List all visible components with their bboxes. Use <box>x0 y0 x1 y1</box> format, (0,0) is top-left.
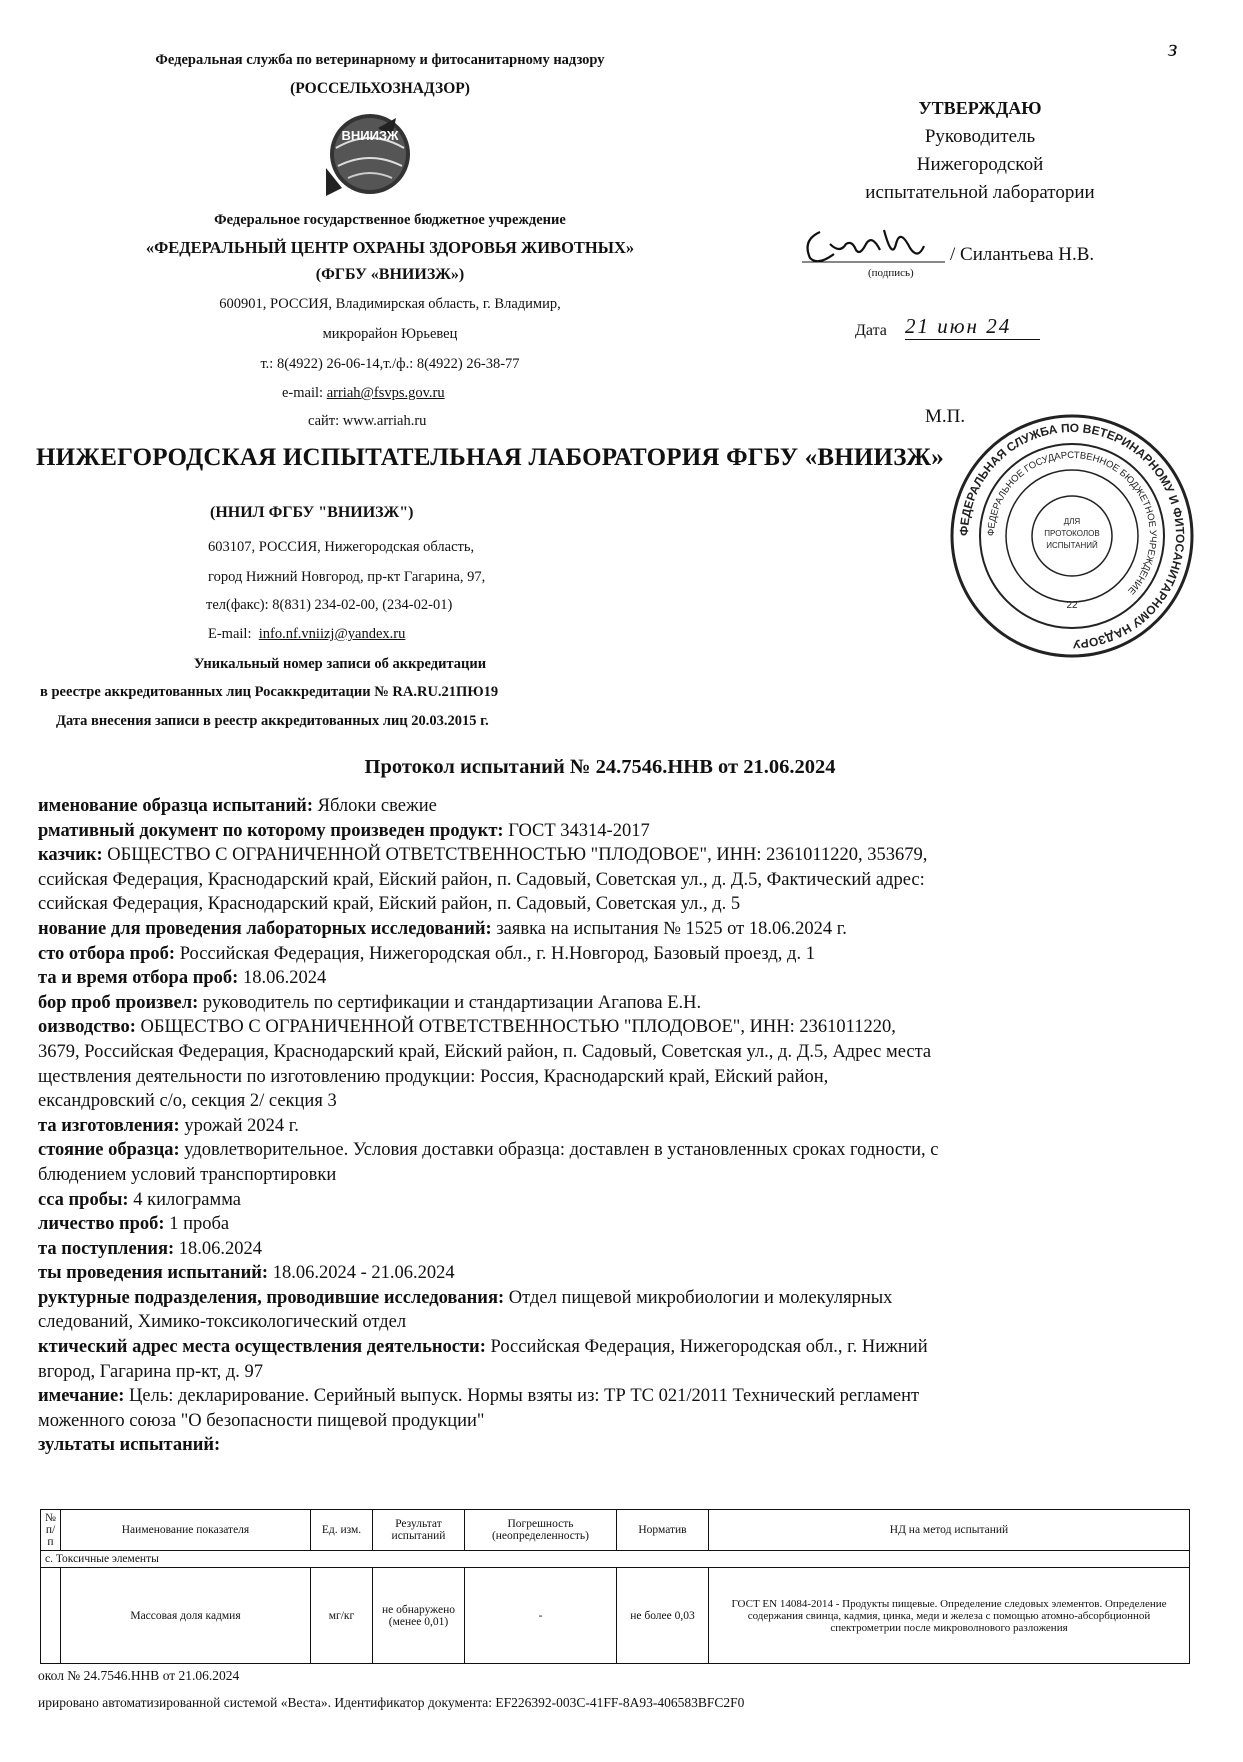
institution-line: Федеральное государственное бюджетное учреждение <box>214 212 566 228</box>
signature-caption: (подпись) <box>868 267 914 279</box>
cell-norm: не более 0,03 <box>616 1568 708 1664</box>
header-cell: Ед. изм. <box>310 1510 372 1551</box>
lab-address-2: город Нижний Новгород, пр-кт Гагарина, 97, <box>208 569 486 585</box>
info-line: нование для проведения лабораторных исследований: заявка на испытания № 1525 от 18.06.2024 г. <box>38 918 847 939</box>
header-cell: Результат испытаний <box>372 1510 464 1551</box>
date-label: Дата <box>855 322 887 339</box>
lab-title: НИЖЕГОРОДСКАЯ ИСПЫТАТЕЛЬНАЯ ЛАБОРАТОРИЯ ФГБУ «ВНИИЗЖ» <box>36 444 944 471</box>
protocol-title: Протокол испытаний № 24.7546.ННВ от 21.06.2024 <box>364 756 836 778</box>
institution-address-2: микрорайон Юрьевец <box>322 326 458 342</box>
approve-heading: УТВЕРЖДАЮ <box>918 98 1042 118</box>
service-line: Федеральная служба по ветеринарному и фитосанитарному надзору <box>155 52 605 68</box>
lab-email-row <box>208 626 405 643</box>
table-header-row <box>41 1510 1190 1551</box>
logo-text: ВНИИЗЖ <box>341 128 399 143</box>
email-label: e-mail: <box>282 385 324 401</box>
institution-short: (ФГБУ «ВНИИЗЖ») <box>315 266 465 283</box>
info-line: руктурные подразделения, проводившие исследования: Отдел пищевой микробиологии и молекулярных <box>38 1287 893 1308</box>
header-cell: Наименование показателя <box>60 1510 310 1551</box>
institution-phones: т.: 8(4922) 26-06-14,т./ф.: 8(4922) 26-38-77 <box>260 356 520 372</box>
svg-text:22: 22 <box>1066 600 1078 611</box>
header-cell: НД на метод испытаний <box>708 1510 1189 1551</box>
approve-line-3: испытательной лаборатории <box>865 182 1095 203</box>
header-cell: № п/п <box>41 1510 61 1551</box>
accreditation-line-1: Уникальный номер записи об аккредитации <box>193 656 487 672</box>
approve-line-1: Руководитель <box>924 126 1036 147</box>
stamp-ring-text: ФЕДЕРАЛЬНАЯ СЛУЖБА ПО ВЕТЕРИНАРНОМУ И ФИТОСАНИТАРНОМУ НАДЗОРУ <box>956 420 1188 652</box>
stamp-inner-ring: ФЕДЕРАЛЬНОЕ ГОСУДАРСТВЕННОЕ БЮДЖЕТНОЕ УЧРЕЖДЕНИЕ <box>985 449 1159 597</box>
institution-email-link[interactable]: arriah@fsvps.gov.ru <box>326 385 445 401</box>
info-line: рмативный документ по которому произведен продукт: ГОСТ 34314-2017 <box>38 820 650 841</box>
info-line: следований, Химико-токсикологический отдел <box>38 1312 407 1333</box>
table-group-row <box>41 1551 1190 1568</box>
cell-num <box>41 1568 61 1664</box>
signature-name: / Силантьева Н.В. <box>950 244 1095 265</box>
footer-registration: ирировано автоматизированной системой «Веста». Идентификатор документа: EF226392-003C-41FF-8A93-406583BFC2F0 <box>38 1695 745 1710</box>
approve-line-2: Нижегородской <box>916 154 1044 175</box>
info-line: вгород, Гагарина пр-кт, д. 97 <box>38 1361 264 1382</box>
info-line: сса пробы: 4 килограмма <box>38 1189 241 1210</box>
info-line: личество проб: 1 проба <box>38 1214 230 1235</box>
info-line: ександровский с/о, секция 2/ секция 3 <box>38 1091 337 1112</box>
service-short: (РОССЕЛЬХОЗНАДЗОР) <box>290 80 470 97</box>
info-line: имечание: Цель: декларирование. Серийный выпуск. Нормы взяты из: ТР ТС 021/2011 Технический регламент <box>38 1386 920 1407</box>
cell-name: Массовая доля кадмия <box>60 1568 310 1664</box>
lab-short: (ННИЛ ФГБУ "ВНИИЗЖ") <box>210 504 414 521</box>
info-line: бор проб произвел: руководитель по сертификации и стандартизации Агапова Е.Н. <box>38 992 702 1013</box>
info-line: зультаты испытаний: <box>38 1435 221 1456</box>
results-table <box>40 1509 1190 1664</box>
institution-address-1: 600901, РОССИЯ, Владимирская область, г. Владимир, <box>219 296 561 312</box>
footer-protocol: окол № 24.7546.ННВ от 21.06.2024 <box>38 1668 240 1683</box>
institution-email-row <box>282 385 445 402</box>
institution-name: «ФЕДЕРАЛЬНЫЙ ЦЕНТР ОХРАНЫ ЗДОРОВЬЯ ЖИВОТНЫХ» <box>145 238 635 257</box>
info-line: ссийская Федерация, Краснодарский край, Ейский район, п. Садовый, Советская ул., д. 5 <box>38 894 741 915</box>
group-cell: с. Токсичные элементы <box>41 1551 1190 1568</box>
svg-text:ДЛЯ: ДЛЯ <box>1063 517 1081 526</box>
info-line: блюдением условий транспортировки <box>38 1164 337 1185</box>
cell-method: ГОСТ EN 14084-2014 - Продукты пищевые. Определение следовых элементов. Определение содержания свинца, кадмия, цинка, меди и железа с помощью атомно-абсорбционной спектрометрии после микроволнового разложения <box>708 1568 1189 1664</box>
info-line: та и время отбора проб: 18.06.2024 <box>38 968 327 989</box>
signature <box>800 220 950 270</box>
info-line: ты проведения испытаний: 18.06.2024 - 21.06.2024 <box>38 1263 455 1284</box>
logo <box>318 108 428 203</box>
corner-mark: з <box>1168 36 1178 62</box>
info-line: оизводство: ОБЩЕСТВО С ОГРАНИЧЕННОЙ ОТВЕТСТВЕННОСТЬЮ "ПЛОДОВОЕ", ИНН: 2361011220, <box>38 1017 896 1038</box>
svg-text:ИСПЫТАНИЙ: ИСПЫТАНИЙ <box>1046 541 1098 550</box>
info-line: ществления деятельности по изготовлению продукции: Россия, Краснодарский край, Ейский район, <box>38 1066 829 1087</box>
info-line: казчик: ОБЩЕСТВО С ОГРАНИЧЕННОЙ ОТВЕТСТВЕННОСТЬЮ "ПЛОДОВОЕ", ИНН: 2361011220, 353679, <box>38 845 928 866</box>
stamp-mp: М.П. <box>925 406 966 427</box>
date-value: 21 июн 24 <box>905 314 1040 340</box>
cell-result: не обнаружено (менее 0,01) <box>372 1568 464 1664</box>
accreditation-line-2: в реестре аккредитованных лиц Росаккредитации № RA.RU.21ПЮ19 <box>40 684 499 700</box>
info-line: моженного союза "О безопасности пищевой продукции" <box>38 1410 485 1431</box>
lab-email-link[interactable]: info.nf.vniizj@yandex.ru <box>258 626 406 642</box>
lab-address-1: 603107, РОССИЯ, Нижегородская область, <box>208 539 475 555</box>
info-line: сто отбора проб: Российская Федерация, Нижегородская обл., г. Н.Новгород, Базовый проезд, д. 1 <box>38 943 815 964</box>
institution-site: сайт: www.arriah.ru <box>308 413 427 429</box>
lab-email-label: E-mail: <box>208 626 252 642</box>
info-line: именование образца испытаний: Яблоки свежие <box>38 796 437 816</box>
lab-phone: тел(факс): 8(831) 234-02-00, (234-02-01) <box>206 597 453 613</box>
protocol-info <box>38 794 1228 1458</box>
accreditation-line-3: Дата внесения записи в реестр аккредитованных лиц 20.03.2015 г. <box>56 713 489 729</box>
info-line: та поступления: 18.06.2024 <box>38 1238 263 1259</box>
header-cell: Погрешность (неопределенность) <box>464 1510 616 1551</box>
info-line: ссийская Федерация, Краснодарский край, Ейский район, п. Садовый, Советская ул., д. Д.5, Фактический адрес: <box>38 869 925 890</box>
info-line: стояние образца: удовлетворительное. Условия доставки образца: доставлен в установленных сроках годности, с <box>38 1140 939 1161</box>
table-row <box>41 1568 1190 1664</box>
cell-unit: мг/кг <box>310 1568 372 1664</box>
info-line: 3679, Российская Федерация, Краснодарский край, Ейский район, п. Садовый, Советская ул., д. Д.5, Адрес места <box>38 1041 932 1062</box>
round-stamp <box>948 412 1196 660</box>
cell-error: - <box>464 1568 616 1664</box>
svg-text:ПРОТОКОЛОВ: ПРОТОКОЛОВ <box>1044 529 1100 538</box>
header-cell: Норматив <box>616 1510 708 1551</box>
info-line: ктический адрес места осуществления деятельности: Российская Федерация, Нижегородская обл., г. Нижний <box>38 1337 928 1358</box>
info-line: та изготовления: урожай 2024 г. <box>38 1115 299 1136</box>
